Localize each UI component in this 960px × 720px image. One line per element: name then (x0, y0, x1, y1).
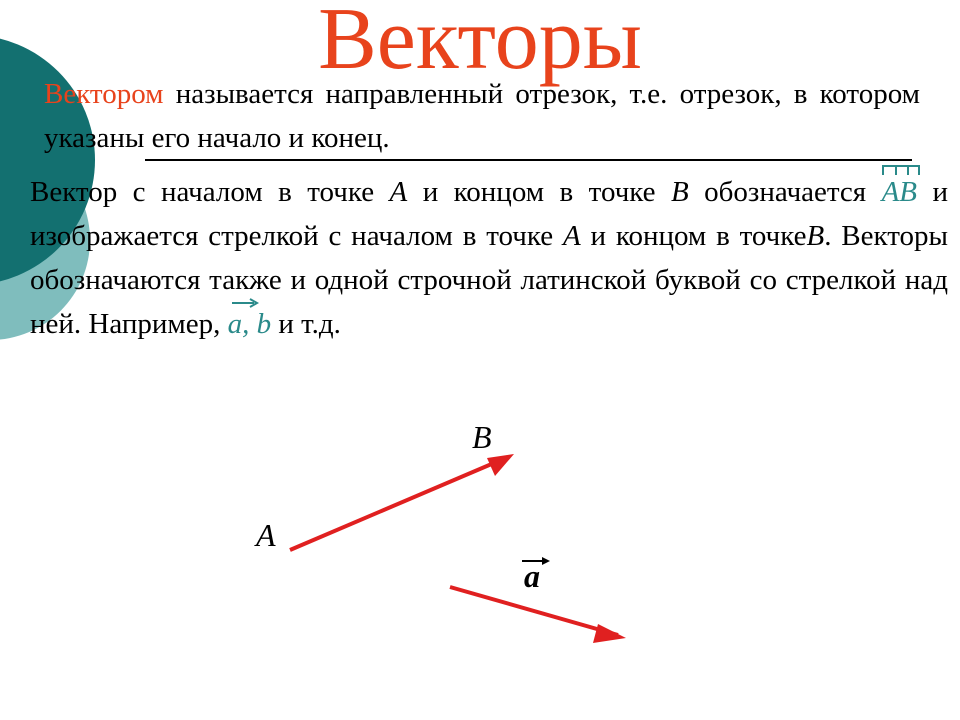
definition-term: Вектором (44, 78, 164, 110)
vector-a-label-arrowhead (542, 557, 550, 565)
notation-part4: и изображается стрелкой с началом в точке (30, 176, 948, 252)
point-a-text: A (389, 176, 408, 208)
slide-title: Векторы (318, 0, 642, 88)
notation-part6: . Векторы обозначаются также и одной строчной латинской буквой со стрелкой над ней. Например, (30, 220, 948, 340)
notation-part2: и концом в точке (422, 176, 656, 208)
vector-a-arrowhead (593, 624, 626, 643)
notation-part3: обозначается (704, 176, 867, 208)
vector-examples-symbol: a, b (227, 308, 272, 340)
label-vector-a: a (524, 558, 540, 594)
point-b-text-2: B (806, 220, 825, 252)
point-a-text-2: A (562, 220, 581, 252)
notation-part7: и т.д. (278, 308, 341, 340)
vector-ab-arrow-line (290, 457, 508, 550)
vector-a-arrow-line (450, 587, 618, 635)
notation-part1: Вектор с началом в точке (30, 176, 375, 208)
label-b: B (472, 419, 492, 455)
notation-part5: и концом в точке (590, 220, 807, 252)
point-b-text: B (670, 176, 689, 208)
vector-ab-symbol: AB (881, 176, 918, 208)
vector-ab-arrowhead (487, 454, 514, 476)
label-a: A (256, 517, 276, 553)
definition-text: называется направленный отрезок, т.е. отрезок, в котором указаны его начало и конец. (44, 78, 921, 154)
